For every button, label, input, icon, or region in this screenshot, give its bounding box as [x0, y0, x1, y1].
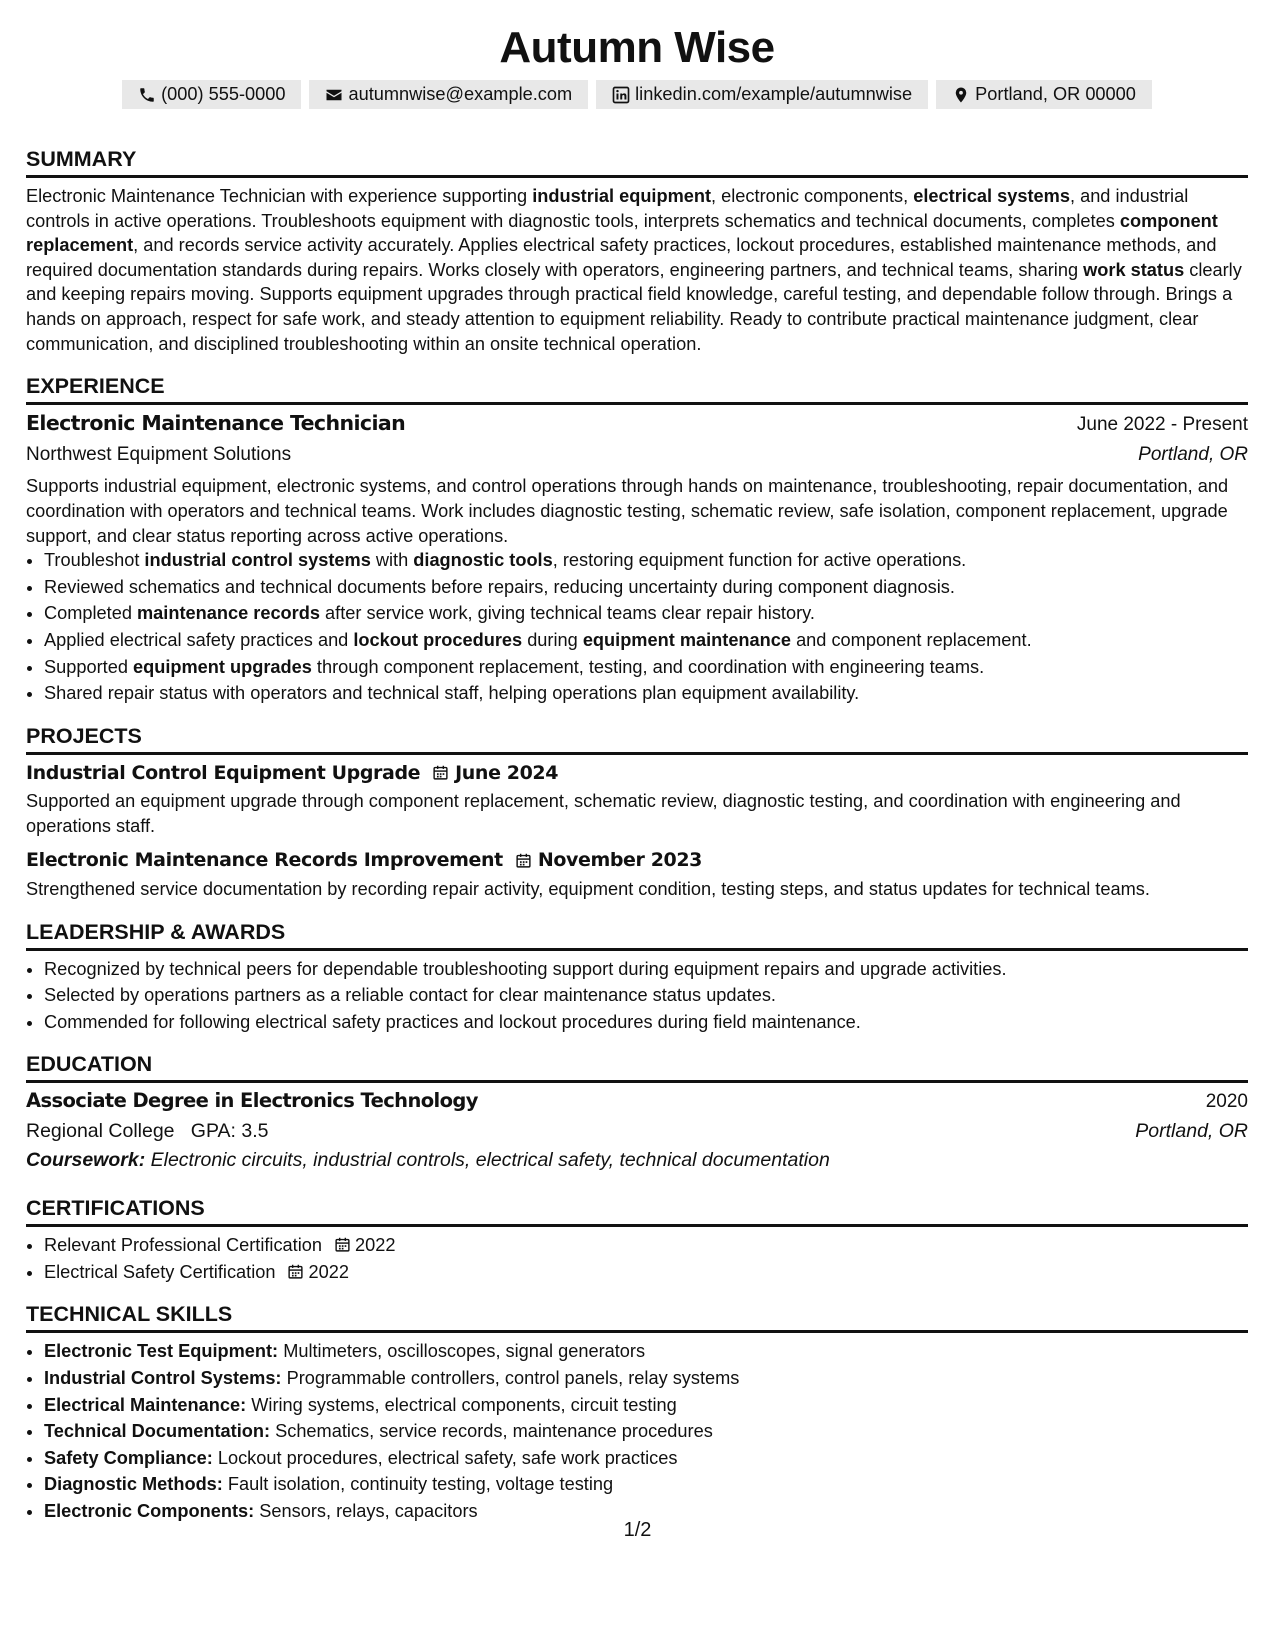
project-header: [26, 848, 1248, 873]
text-run: Troubleshot: [44, 550, 145, 571]
job-header: [26, 411, 1248, 438]
text-run: with: [370, 550, 414, 571]
skill-label: Electrical Maintenance:: [44, 1394, 247, 1415]
calendar-icon: [432, 764, 449, 781]
section-title: PROJECTS: [26, 722, 1248, 755]
certification-item: [44, 1233, 1248, 1258]
text-run: during: [522, 629, 583, 650]
skill-value: Schematics, service records, maintenance procedures: [275, 1421, 713, 1442]
certification-item: [44, 1260, 1248, 1285]
contact-phone: [122, 80, 301, 109]
skills-list: [26, 1339, 1248, 1523]
leadership-item: • Commended for following electrical safety practices and lockout procedures during field maintenance.: [44, 1010, 1248, 1035]
bold-keyword: maintenance records: [137, 603, 320, 624]
school-row: [26, 1119, 1248, 1144]
education-section: [26, 1050, 1248, 1172]
text-run: , and industrial controls in active operations. Troubleshoots equipment with diagnostic tools, interprets schematics and technical documents, completes: [26, 186, 1189, 231]
envelope-icon: [325, 86, 343, 104]
leadership-section: [26, 918, 1248, 1035]
email-text: autumnwise@example.com: [348, 84, 573, 105]
summary-section: [26, 145, 1248, 356]
text-run: , restoring equipment function for active operations.: [552, 550, 967, 571]
map-pin-icon: [952, 86, 970, 104]
skill-label: Safety Compliance:: [44, 1447, 213, 1468]
certification-year: 2022: [355, 1235, 396, 1256]
contact-linkedin[interactable]: [596, 80, 928, 109]
degree-name: Associate Degree in Electronics Technology: [26, 1089, 478, 1113]
job-description: Supports industrial equipment, electronic systems, and control operations through hands on maintenance, troubleshooting, repair documentation, and coordination with operators and technical teams. Work includes diagnostic testing, schematic review, safe isolation, component replacement, upgrade support, and clear status reporting across active operations.: [26, 476, 1229, 546]
job-title: Electronic Maintenance Technician: [26, 411, 406, 436]
degree-row: [26, 1089, 1248, 1115]
resume-page: [26, 20, 1248, 1526]
text-run: Applied electrical safety practices and: [44, 629, 354, 650]
bold-keyword: equipment upgrades: [132, 656, 312, 677]
bold-keyword: lockout procedures: [353, 629, 523, 650]
leadership-item: • Recognized by technical peers for dependable troubleshooting support during equipment repairs and upgrade activities.: [44, 957, 1248, 982]
text-run: and component replacement.: [791, 629, 1032, 650]
contact-email[interactable]: [309, 80, 588, 109]
leadership-list: [26, 957, 1248, 1035]
skill-label: Electronic Test Equipment:: [44, 1341, 279, 1362]
skill-value: Lockout procedures, electrical safety, safe work practices: [217, 1447, 678, 1468]
skill-item: [44, 1393, 1248, 1418]
school-name: Regional College: [26, 1120, 175, 1143]
bold-keyword: electrical systems: [913, 186, 1070, 206]
bold-keyword: equipment maintenance: [582, 629, 792, 650]
project-date: June 2024: [455, 761, 559, 784]
calendar-icon: [515, 852, 532, 869]
job-location: Portland, OR: [1138, 443, 1248, 465]
company-name: Northwest Equipment Solutions: [26, 443, 292, 465]
school-location: Portland, OR: [1135, 1120, 1248, 1143]
bold-keyword: work status: [1083, 259, 1185, 280]
section-title: CERTIFICATIONS: [26, 1194, 1248, 1227]
text-run: Electronic Maintenance Technician with experience supporting: [26, 186, 533, 206]
job-bullet: [44, 655, 1248, 680]
phone-icon: [138, 86, 156, 104]
skill-item: [44, 1339, 1248, 1364]
text-run: Reviewed schematics and technical documents before repairs, reducing uncertainty during component diagnosis.: [44, 576, 955, 597]
projects-section: [26, 722, 1248, 902]
project-description: Supported an equipment upgrade through component replacement, schematic review, diagnostic testing, and coordination with engineering and operations staff.: [26, 791, 1181, 836]
skill-label: Industrial Control Systems:: [44, 1368, 282, 1388]
location-text: Portland, OR 00000: [975, 84, 1136, 105]
project-header: [26, 761, 1248, 786]
candidate-name: Autumn Wise: [499, 23, 775, 72]
section-title: TECHNICAL SKILLS: [26, 1300, 1248, 1333]
skill-item: [44, 1419, 1248, 1444]
bold-keyword: component replacement: [26, 210, 1218, 256]
skills-section: [26, 1300, 1248, 1523]
certification-name: Electrical Safety Certification: [44, 1261, 276, 1282]
certifications-section: [26, 1194, 1248, 1284]
job-bullet: [44, 548, 1248, 573]
leadership-item: • Selected by operations partners as a reliable contact for clear maintenance status updates.: [44, 983, 1248, 1008]
contact-location: [936, 80, 1152, 109]
job-bullet: [44, 681, 1248, 706]
bold-keyword: industrial control systems: [144, 550, 371, 571]
skill-item: [44, 1446, 1248, 1471]
skill-value: Multimeters, oscilloscopes, signal generators: [283, 1341, 646, 1362]
skill-item: [44, 1366, 1248, 1391]
skill-label: Diagnostic Methods:: [44, 1474, 223, 1495]
project-name: Industrial Control Equipment Upgrade: [26, 761, 421, 784]
linkedin-icon: [612, 86, 630, 104]
calendar-icon: [334, 1235, 351, 1255]
section-title: SUMMARY: [26, 145, 1248, 178]
page-number: 1/2: [623, 1519, 652, 1541]
skill-value: Sensors, relays, capacitors: [259, 1500, 478, 1521]
project-item: [26, 848, 1248, 901]
phone-text: (000) 555-0000: [161, 84, 286, 105]
text-run: through component replacement, testing, and coordination with engineering teams.: [311, 656, 985, 677]
school-info: [26, 1119, 268, 1144]
skill-value: Programmable controllers, control panels, relay systems: [286, 1368, 740, 1388]
coursework-text: Electronic circuits, industrial controls, electrical safety, technical documentation: [150, 1148, 830, 1171]
skill-label: Electronic Components:: [44, 1500, 255, 1521]
job-bullet: [44, 601, 1248, 626]
bold-keyword: diagnostic tools: [413, 550, 553, 571]
project-date: November 2023: [537, 849, 703, 872]
text-run: , and records service activity accurately. Applies electrical safety practices, lockout procedures, established maintenance methods, and required documentation standards during repairs. Works closely with operators, engineering partners, and technical teams, sharing: [26, 235, 1217, 280]
job-bullets: [26, 548, 1248, 706]
project-item: [26, 761, 1248, 839]
text-run: clearly and keeping repairs moving. Supports equipment upgrades through practical field knowledge, careful testing, and dependable follow through. Brings a hands on approach, respect for safe work, and steady attention to equipment reliability. Ready to contribute practical maintenance judgment, clear communication, and disciplined troubleshooting within an onsite technical operation.: [26, 259, 1242, 354]
coursework-label: Coursework:: [26, 1148, 146, 1171]
text-run: Shared repair status with operators and technical staff, helping operations plan equipment availability.: [44, 683, 860, 704]
text-run: after service work, giving technical teams clear repair history.: [319, 603, 815, 624]
section-title: LEADERSHIP & AWARDS: [26, 918, 1248, 951]
gpa: GPA: 3.5: [190, 1120, 269, 1143]
section-title: EXPERIENCE: [26, 372, 1248, 405]
certification-name: Relevant Professional Certification: [44, 1235, 322, 1256]
project-name: Electronic Maintenance Records Improvement: [26, 849, 503, 872]
summary-text: [26, 184, 1248, 356]
projects-list: [26, 761, 1248, 902]
certifications-list: [26, 1233, 1248, 1284]
coursework: [26, 1148, 1248, 1173]
section-title: EDUCATION: [26, 1050, 1248, 1083]
text-run: , electronic components,: [711, 186, 914, 206]
job-bullet: [44, 628, 1248, 653]
job-bullet: [44, 575, 1248, 600]
text-run: Completed: [44, 603, 138, 624]
project-description: Strengthened service documentation by recording repair activity, equipment condition, testing steps, and status updates for technical teams.: [26, 879, 1150, 900]
experience-section: [26, 372, 1248, 706]
job-dates: June 2022 - Present: [1076, 414, 1248, 436]
text-run: Supported: [44, 656, 133, 677]
calendar-icon: [287, 1262, 304, 1282]
contact-bar: [26, 80, 1248, 109]
bold-keyword: industrial equipment: [532, 186, 712, 206]
job-subheader: [26, 443, 1248, 468]
certification-year: 2022: [308, 1261, 349, 1282]
skill-value: Wiring systems, electrical components, circuit testing: [251, 1394, 677, 1415]
degree-year: 2020: [1205, 1091, 1248, 1113]
skill-value: Fault isolation, continuity testing, voltage testing: [227, 1474, 614, 1495]
skill-label: Technical Documentation:: [44, 1421, 271, 1442]
linkedin-text: linkedin.com/example/autumnwise: [635, 84, 913, 105]
skill-item: [44, 1472, 1248, 1497]
